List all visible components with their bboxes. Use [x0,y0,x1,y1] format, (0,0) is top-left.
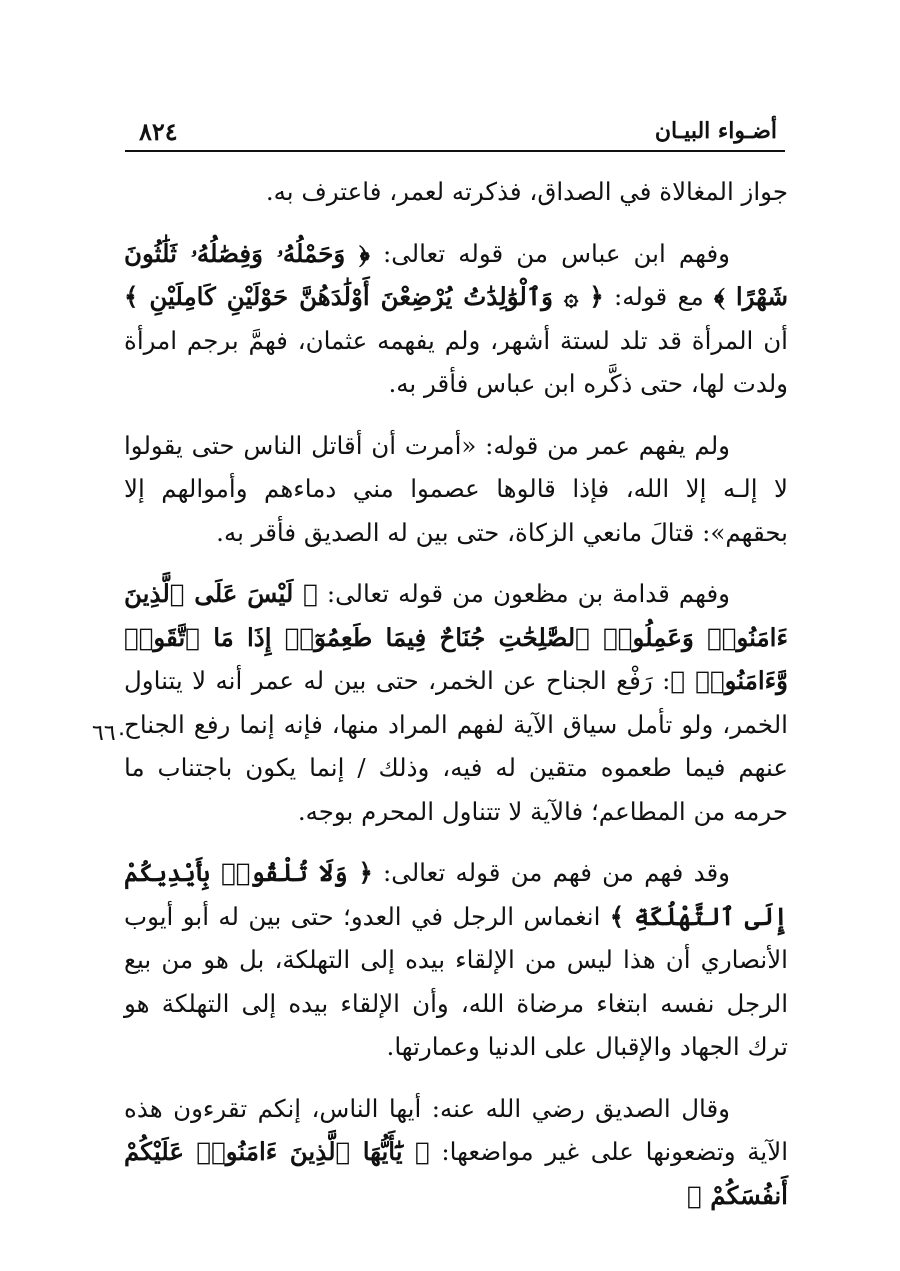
paragraph-1 [124,170,788,214]
paragraph-4 [124,572,788,833]
paragraph-1-text: جواز المغالاة في الصداق، فذكرته لعمر، فاعترف به. [265,177,788,206]
paragraph-4-part-2: : رَفْع الجناح عن الخمر، حتى بين له عمر أنه لا يتناول الخمر، ولو تأمل سياق الآية لفهم المراد منها، فإنه إنما رفع الجناح عنهم فيما طعموه متقين له فيه، وذلك / إنما يكون باجتناب ما حرمه من المطاعم؛ فالآية لا تتناول المحرم بوجه. [124,666,788,826]
paragraph-6 [124,1087,788,1218]
quran-verse: ﴿ وَلَا تُلْقُوا۟ بِأَيْدِيكُمْ إِلَى ٱلتَّهْلُكَةِ ﴾ [124,858,788,931]
page-header [125,106,785,152]
quran-verse: ﴿ لَيْسَ عَلَى ٱلَّذِينَ ءَامَنُوا۟ وَعَمِلُوا۟ ٱلصَّٰلِحَٰتِ جُنَاحٌ فِيمَا طَعِمُوٓا۟ إِذَا مَا ٱتَّقَوا۟ وَّءَامَنُوا۟ ﴾ [124,579,788,695]
paragraph-2 [124,232,788,406]
paragraph-5 [124,851,788,1069]
paragraph-6-part-1: وقال الصديق رضي الله عنه: أيها الناس، إنكم تقرءون هذه الآية وتضعونها على غير مواضعها: [124,1093,788,1166]
margin-page-reference: ٦٦٠ [92,721,128,746]
page-body [124,170,788,1217]
quran-verse: ﴿ يَٰٓأَيُّهَا ٱلَّذِينَ ءَامَنُوا۟ عَلَيْكُمْ أَنفُسَكُمْ ﴾ [124,1137,788,1210]
paragraph-5-part-2: انغماس الرجل في العدو؛ حتى بين له أبو أيوب الأنصاري أن هذا ليس من الإلقاء بيده إلى التهلكة، بل هو من بيع الرجل نفسه ابتغاء مرضاة الله، وأن الإلقاء بيده إلى التهلكة هو ترك الجهاد والإقبال على الدنيا وعمارتها. [124,901,788,1061]
page-number: ٨٢٤ [139,117,178,146]
paragraph-3 [124,424,788,555]
quran-verse: ﴿ ۞ وَٱلْوَٰلِدَٰتُ يُرْضِعْنَ أَوْلَٰدَهُنَّ حَوْلَيْنِ كَامِلَيْنِ ﴾ [124,282,604,311]
paragraph-5-part-1: وقد فهم من فهم من قوله تعالى: [372,858,730,887]
paragraph-2-part-1: وفهم ابن عباس من قوله تعالى: [369,238,730,268]
paragraph-2-part-2: مع قوله: [603,282,714,311]
quran-verse: ﴿ وَحَمْلُهُۥ وَفِصَٰلُهُۥ ثَلَٰثُونَ شَهْرًا ﴾ [124,238,789,311]
paragraph-2-part-3: أن المرأة قد تلد لستة أشهر، ولم يفهمه عثمان، فهمَّ برجم امرأة ولدت لها، حتى ذكَّره ابن عباس فأقر به. [124,325,788,398]
book-title: أضـواء البيـان [654,118,777,144]
paragraph-4-part-1: وفهم قدامة بن مظعون من قوله تعالى: [317,579,731,608]
paragraph-3-text: ولم يفهم عمر من قوله: «أمرت أن أقاتل الناس حتى يقولوا لا إلـه إلا الله، فإذا قالوها عصموا مني دماءهم وأموالهم إلا بحقهم»: قتالَ مانعي الزكاة، حتى بين له الصديق فأقر به. [124,430,788,547]
